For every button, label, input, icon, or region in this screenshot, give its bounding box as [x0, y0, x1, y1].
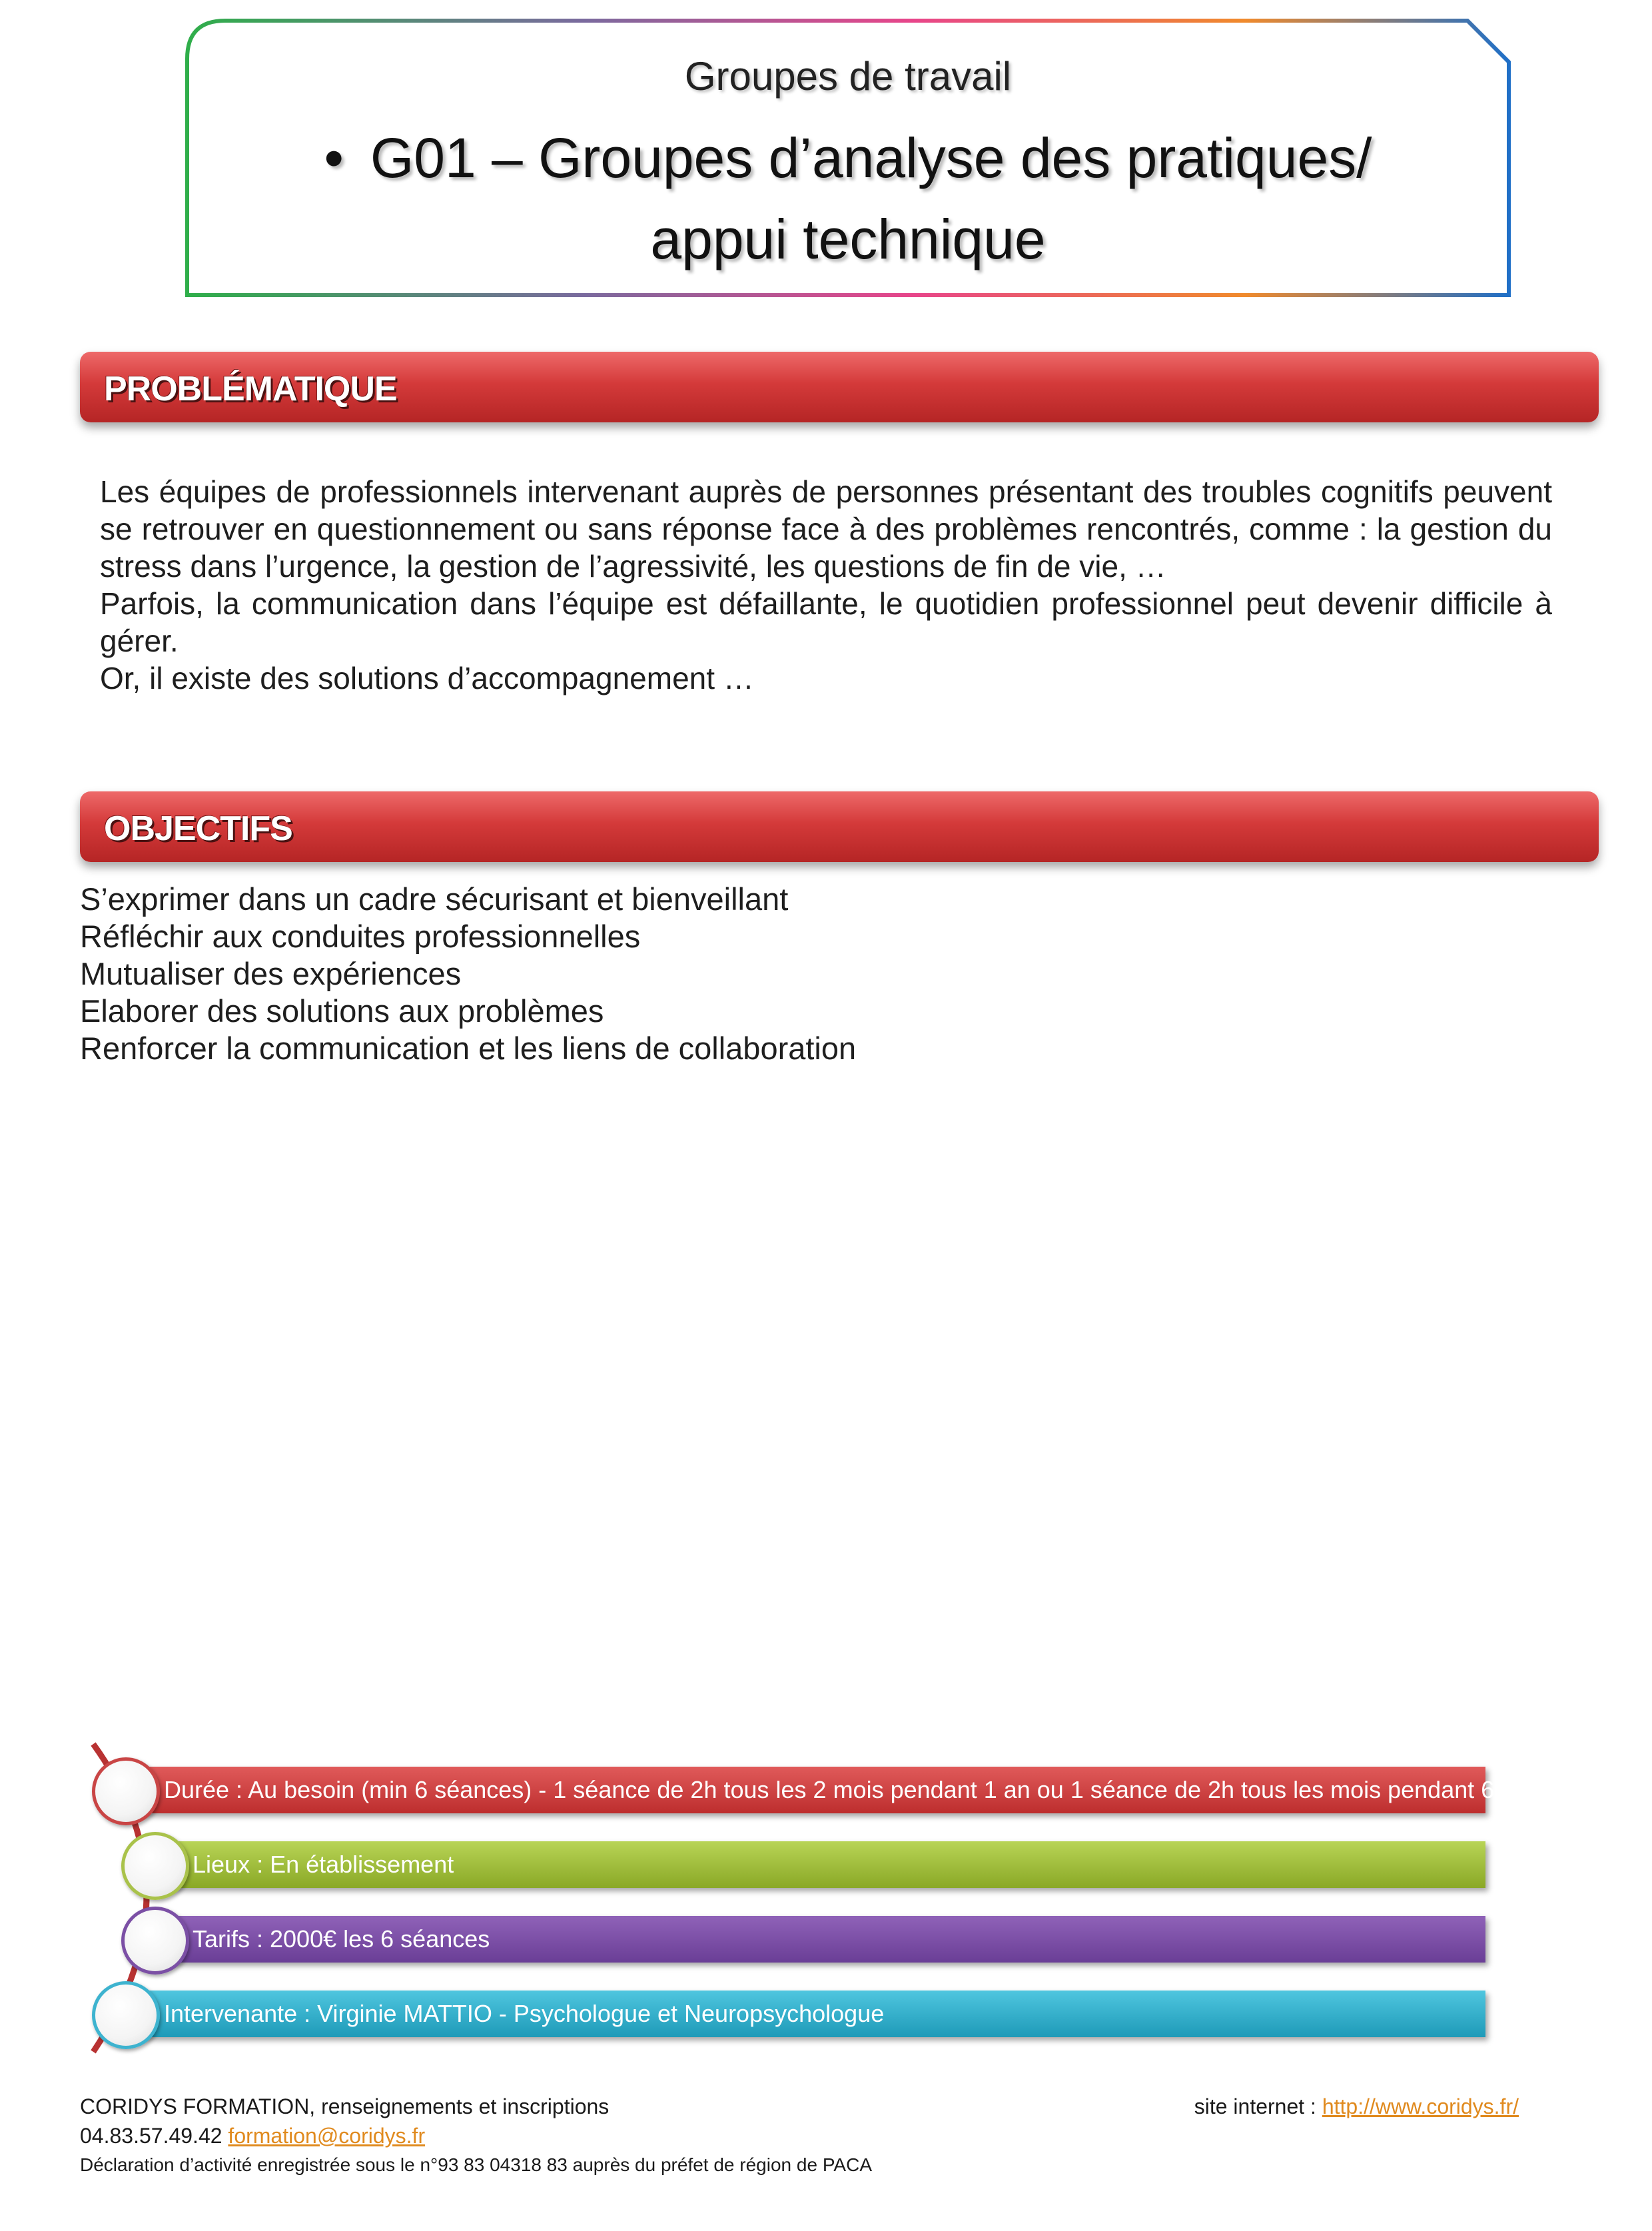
info-node-tarifs — [121, 1907, 189, 1975]
footer-org: CORIDYS FORMATION, renseignements et inscriptions — [80, 2094, 610, 2118]
title-bullet: • — [324, 127, 344, 189]
info-bar-intervenante — [140, 1991, 1485, 2037]
objective-item: Renforcer la communication et les liens de collaboration — [80, 1031, 857, 1066]
footer — [80, 2092, 1519, 2180]
info-node-duree — [92, 1757, 160, 1825]
footer-email-link[interactable]: formation@coridys.fr — [228, 2124, 426, 2148]
footer-site-label: site internet : — [1194, 2094, 1316, 2118]
objectives-list — [80, 881, 1412, 1067]
info-tarifs-text: Tarifs : 2000€ les 6 séances — [193, 1925, 490, 1953]
info-list — [0, 1725, 1652, 2058]
info-lieux-text: Lieux : En établissement — [193, 1851, 454, 1878]
footer-contact — [80, 2121, 1519, 2150]
info-bar-tarifs — [170, 1916, 1485, 1963]
title-box — [185, 19, 1511, 297]
info-node-intervenante — [92, 1981, 160, 2049]
section-heading-problematique: PROBLÉMATIQUE — [104, 370, 397, 408]
objective-item: Elaborer des solutions aux problèmes — [80, 993, 604, 1029]
title-subtitle: Groupes de travail — [684, 54, 1012, 99]
problematique-paragraph: Or, il existe des solutions d’accompagnement … — [100, 661, 754, 695]
info-bar-duree — [140, 1767, 1552, 1813]
footer-site-link[interactable]: http://www.coridys.fr/ — [1322, 2094, 1519, 2118]
footer-phone: 04.83.57.49.42 — [80, 2124, 222, 2148]
problematique-paragraph: Les équipes de professionnels intervenant auprès de personnes présentant des troubles cognitifs peuvent se retrouver en questionnement ou sans réponse face à des problèmes rencontrés, comme : la gestion du stress dans l’urgence, la gestion de l’agressivité, les questions de fin de vie, … — [100, 474, 1552, 584]
objective-item: Mutualiser des expériences — [80, 956, 462, 991]
info-node-lieux — [121, 1832, 189, 1900]
problematique-body — [100, 473, 1552, 697]
info-duree-text: Durée : Au besoin (min 6 séances) - 1 séance de 2h tous les 2 mois pendant 1 an ou 1 séance de 2h tous les mois pendant 6 mois — [164, 1776, 1552, 1803]
section-heading-objectifs: OBJECTIFS — [104, 809, 292, 848]
section-header-objectifs — [80, 791, 1599, 862]
footer-site — [1194, 2092, 1519, 2121]
title-text: G01 – Groupes d’analyse des pratiques/ appui technique — [370, 127, 1372, 270]
problematique-paragraph: Parfois, la communication dans l’équipe est défaillante, le quotidien professionnel peut devenir difficile à gérer. — [100, 586, 1552, 658]
objective-item: S’exprimer dans un cadre sécurisant et bienveillant — [80, 881, 789, 917]
objective-item: Réfléchir aux conduites professionnelles — [80, 919, 641, 954]
page-title — [265, 117, 1431, 280]
info-intervenante-text: Intervenante : Virginie MATTIO - Psychologue et Neuropsychologue — [164, 2000, 885, 2027]
info-bar-lieux — [170, 1841, 1485, 1888]
footer-declaration: Déclaration d’activité enregistrée sous le n°93 83 04318 83 auprès du préfet de région de PACA — [80, 2154, 872, 2175]
section-header-problematique — [80, 352, 1599, 422]
